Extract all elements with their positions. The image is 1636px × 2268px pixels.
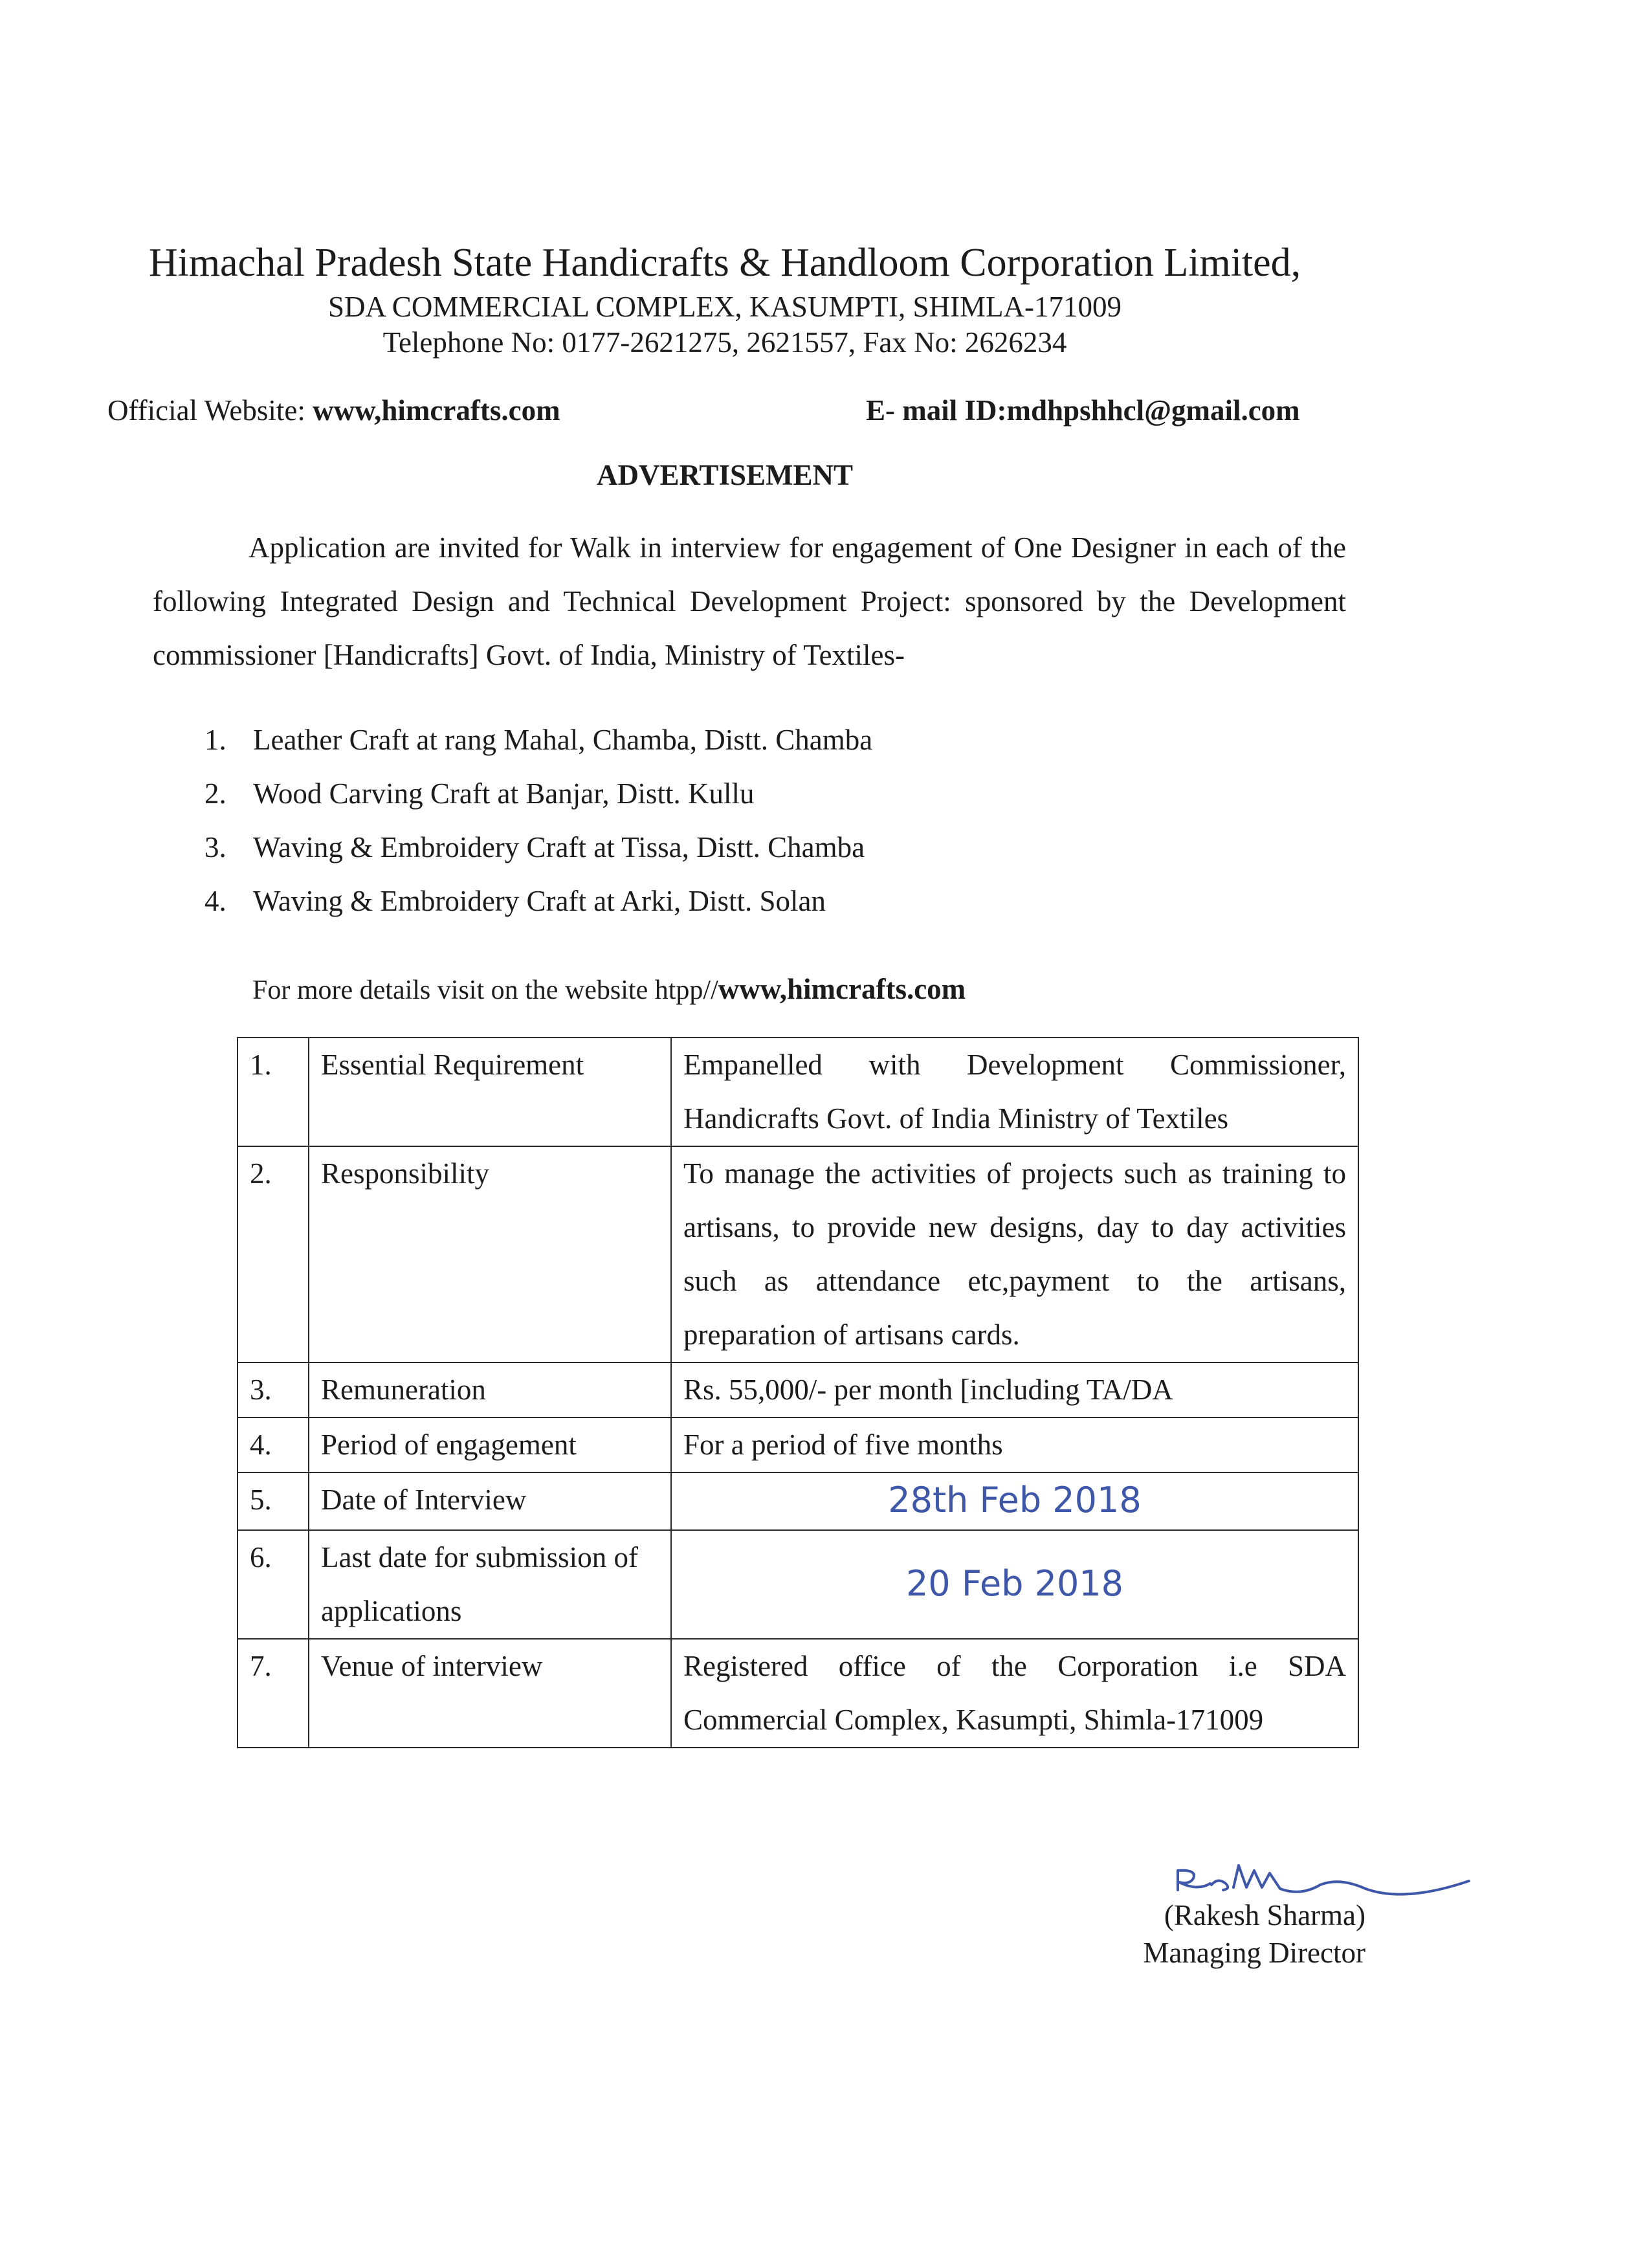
handwritten-signature <box>1171 1851 1476 1903</box>
project-number: 3. <box>204 831 227 863</box>
more-details-line <box>252 971 966 1008</box>
requirements-table <box>237 1037 1359 1748</box>
handwritten-last-date: 20 Feb 2018 <box>905 1562 1124 1604</box>
row-label: Venue of interview <box>309 1639 671 1748</box>
project-number: 1. <box>204 724 227 756</box>
email-value: mdhpshhcl@gmail.com <box>1006 394 1300 427</box>
row-label: Remuneration <box>309 1362 671 1418</box>
project-text: Waving & Embroidery Craft at Arki, Distt. Solan <box>253 885 826 917</box>
project-text: Waving & Embroidery Craft at Tissa, Distt. Chamba <box>253 831 865 863</box>
handwritten-interview-date: 28th Feb 2018 <box>888 1480 1142 1520</box>
table-row <box>238 1418 1358 1473</box>
table-row <box>238 1473 1358 1530</box>
table-row <box>238 1639 1358 1748</box>
row-number: 1. <box>238 1038 309 1146</box>
table-row <box>238 1038 1358 1146</box>
row-label: Essential Requirement <box>309 1038 671 1146</box>
website-label: Official Website: <box>107 394 313 427</box>
row-value-handwritten <box>671 1473 1358 1530</box>
website-line <box>107 392 560 428</box>
table-row <box>238 1530 1358 1639</box>
row-number: 2. <box>238 1146 309 1362</box>
row-number: 4. <box>238 1418 309 1473</box>
signatory-name: (Rakesh Sharma) <box>1164 1899 1365 1931</box>
organization-name: Himachal Pradesh State Handicrafts & Handloom Corporation Limited, <box>148 241 1301 285</box>
project-item <box>204 874 872 928</box>
row-value: Rs. 55,000/- per month [including TA/DA <box>671 1362 1358 1418</box>
project-list <box>204 713 872 928</box>
intro-text: Application are invited for Walk in interview for engagement of One Designer in each of the following Integrated Design and Technical Development Project: sponsored by the Development commissioner [Handicrafts] Govt. of India, Ministry of Textiles- <box>153 531 1346 671</box>
table-row <box>238 1362 1358 1418</box>
project-item <box>204 767 872 821</box>
more-details-link: www,himcrafts.com <box>718 973 966 1005</box>
organization-address: SDA COMMERCIAL COMPLEX, KASUMPTI, SHIMLA-171009 <box>328 291 1122 323</box>
more-details-prefix: For more details visit on the website htpp// <box>252 975 718 1005</box>
project-number: 4. <box>204 885 227 917</box>
project-item <box>204 821 872 874</box>
row-value-handwritten <box>671 1530 1358 1639</box>
document-title: ADVERTISEMENT <box>597 459 853 491</box>
row-number: 6. <box>238 1530 309 1639</box>
email-line <box>866 392 1300 428</box>
website-value: www,himcrafts.com <box>313 394 560 427</box>
row-label: Last date for submission of applications <box>309 1530 671 1639</box>
project-text: Wood Carving Craft at Banjar, Distt. Kullu <box>253 777 755 810</box>
row-value: For a period of five months <box>671 1418 1358 1473</box>
project-item <box>204 713 872 767</box>
email-label: E- mail ID: <box>866 394 1007 427</box>
row-number: 7. <box>238 1639 309 1748</box>
table-row <box>238 1146 1358 1362</box>
row-number: 5. <box>238 1473 309 1530</box>
signatory-role: Managing Director <box>1143 1937 1365 1969</box>
organization-phone: Telephone No: 0177-2621275, 2621557, Fax No: 2626234 <box>382 326 1067 359</box>
row-label: Responsibility <box>309 1146 671 1362</box>
row-label: Date of Interview <box>309 1473 671 1530</box>
row-number: 3. <box>238 1362 309 1418</box>
row-value: Registered office of the Corporation i.e SDA Commercial Complex, Kasumpti, Shimla-171009 <box>671 1639 1358 1748</box>
project-text: Leather Craft at rang Mahal, Chamba, Distt. Chamba <box>253 724 873 756</box>
row-value: To manage the activities of projects such as training to artisans, to provide new designs, day to day activities such as attendance etc,payment to the artisans, preparation of artisans cards. <box>671 1146 1358 1362</box>
intro-paragraph <box>153 521 1346 682</box>
project-number: 2. <box>204 777 227 810</box>
row-label: Period of engagement <box>309 1418 671 1473</box>
row-value: Empanelled with Development Commissioner, Handicrafts Govt. of India Ministry of Textiles <box>671 1038 1358 1146</box>
